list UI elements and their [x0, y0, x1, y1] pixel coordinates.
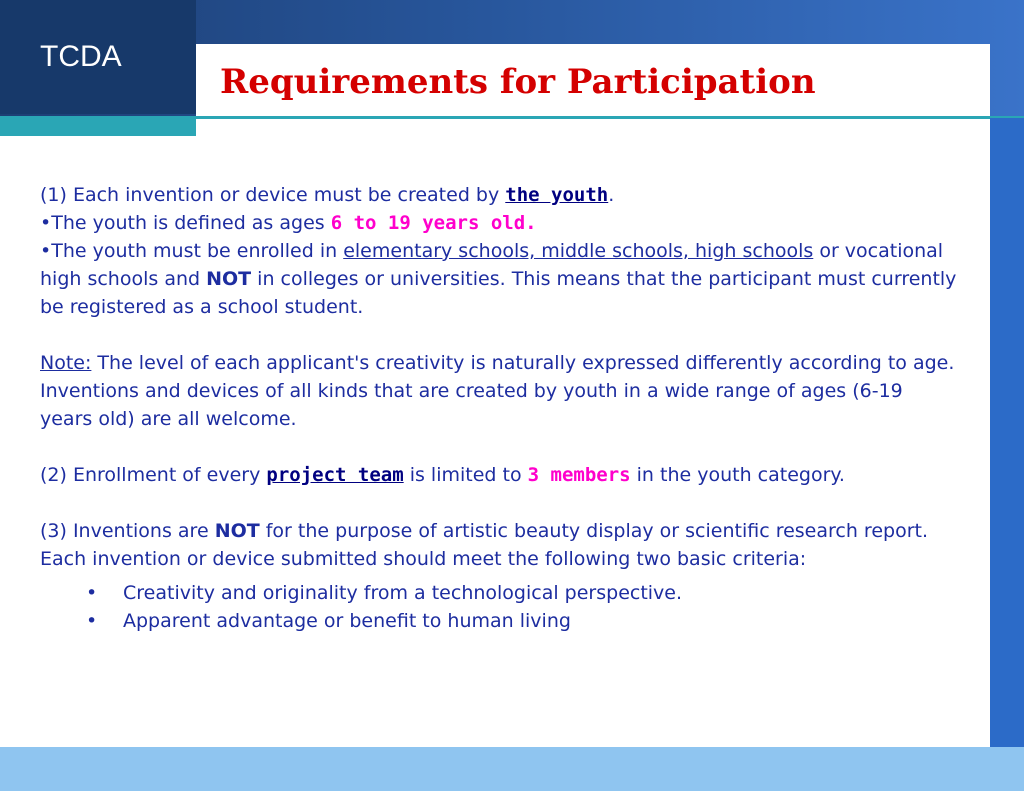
bullet-age [40, 209, 960, 237]
bullet-enrollment-text: •The youth must be enrolled in [40, 240, 344, 262]
right-accent-bar [990, 118, 1024, 774]
project-team-link[interactable]: project team [266, 464, 404, 486]
not-emphasis: NOT [206, 268, 252, 290]
item-3-text: (3) Inventions are [40, 520, 215, 542]
slide-body [40, 181, 960, 635]
not-emphasis-2: NOT [214, 520, 260, 542]
bullet-enrollment [40, 237, 960, 321]
item-1-suffix: . [608, 184, 615, 206]
criteria-list [40, 579, 960, 635]
logo-box [0, 0, 196, 114]
accent-block [0, 119, 196, 136]
age-range-highlight: 6 to 19 years old. [330, 212, 537, 234]
bullet-age-text: •The youth is defined as ages [40, 212, 331, 234]
title-box [196, 44, 990, 116]
item-2-suffix: in the youth category. [630, 464, 845, 486]
item-2 [40, 461, 960, 489]
youth-link[interactable]: the youth [505, 184, 609, 206]
item-3-suffix: for the purpose of artistic beauty display or scientific research report. Each invention or device submitted should meet the following two basic criteria: [40, 520, 928, 570]
list-item: • Creativity and originality from a technological perspective. [123, 579, 960, 607]
bullet-enrollment-middle: or vocational high schools and [40, 240, 944, 290]
members-highlight: 3 members [527, 464, 631, 486]
footer-band [0, 747, 1024, 791]
item-1-text: (1) Each invention or device must be created by [40, 184, 506, 206]
item-1 [40, 181, 960, 209]
note-paragraph [40, 349, 960, 433]
page-title: Requirements for Participation [220, 62, 816, 102]
item-2-middle: is limited to [403, 464, 528, 486]
logo-text: TCDA [40, 40, 122, 73]
bullet-enrollment-suffix: in colleges or universities. This means that the participant must currently be registered as a school student. [40, 268, 957, 318]
item-3 [40, 517, 960, 573]
list-item: • Apparent advantage or benefit to human living [123, 607, 960, 635]
note-text: The level of each applicant's creativity is naturally expressed differently according to age. Inventions and devices of all kinds that are created by youth in a wide range of ages (6-19 years old) are all welcome. [40, 352, 955, 430]
item-2-text: (2) Enrollment of every [40, 464, 267, 486]
note-label: Note: [40, 352, 92, 374]
school-types: elementary schools, middle schools, high schools [343, 240, 814, 262]
